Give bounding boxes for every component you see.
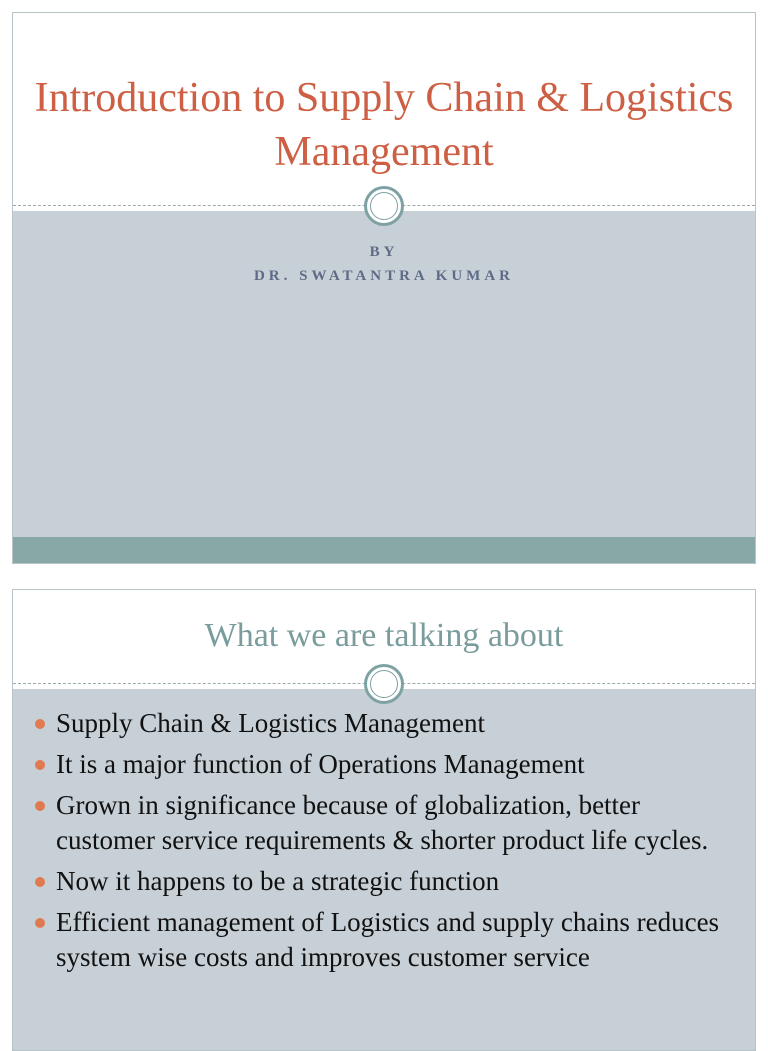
bullet-dot-icon: [35, 801, 45, 811]
bullet-text: Grown in significance because of globalization, better customer service requirements & shorter product life cycles.: [56, 790, 709, 855]
bullet-item: [13, 706, 755, 741]
bullet-item: [13, 747, 755, 782]
slide-2: [12, 589, 756, 1051]
slide-2-ring-ornament-icon: [364, 664, 404, 704]
slide-1-title: Introduction to Supply Chain & Logistics Management: [34, 75, 734, 175]
bullet-text: Efficient management of Logistics and supply chains reduces system wise costs and improves customer service: [56, 907, 720, 972]
bullet-item: [13, 905, 755, 975]
slide-1-author: DR. SWATANTRA KUMAR: [253, 268, 515, 284]
slide-2-title: What we are talking about: [204, 617, 564, 654]
bullet-item: [13, 788, 755, 858]
bullet-text: It is a major function of Operations Management: [56, 749, 585, 779]
slide-1: [12, 12, 756, 564]
bullet-dot-icon: [35, 719, 45, 729]
slide-1-footer-bar: [13, 537, 755, 563]
slide-2-bullet-list: [13, 706, 755, 981]
slide-1-ring-ornament-icon: [364, 186, 404, 226]
bullet-dot-icon: [35, 760, 45, 770]
slide-1-body: [13, 211, 755, 563]
bullet-text: Now it happens to be a strategic function: [56, 866, 500, 896]
slide-1-title-area: [13, 13, 755, 203]
bullet-dot-icon: [35, 918, 45, 928]
bullet-text: Supply Chain & Logistics Management: [56, 708, 485, 738]
slide-1-by-label: BY: [369, 244, 399, 260]
bullet-item: [13, 864, 755, 899]
bullet-dot-icon: [35, 877, 45, 887]
